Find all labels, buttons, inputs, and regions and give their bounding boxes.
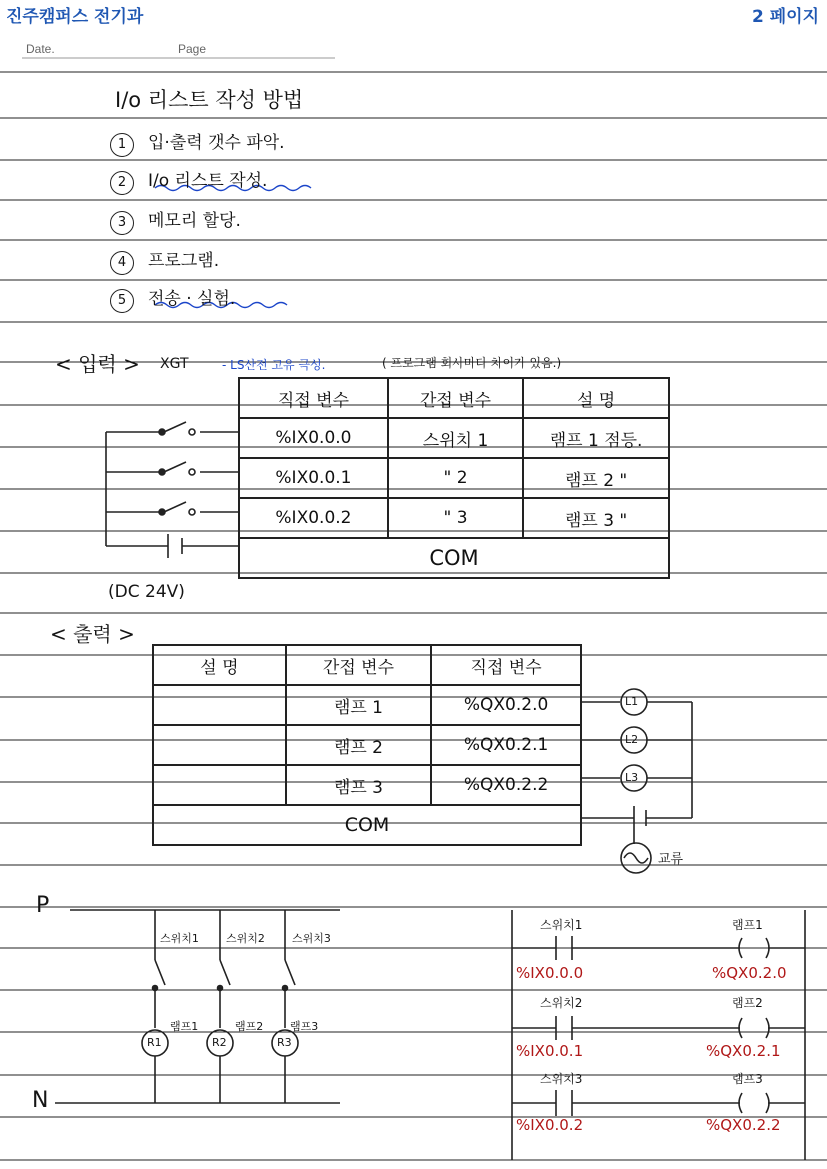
header-cell: 설 명: [523, 378, 669, 418]
com-cell: COM: [239, 538, 669, 578]
ladder-output-address: %QX0.2.1: [706, 1042, 781, 1060]
step-text: I/o 리스트 작성.: [148, 171, 268, 191]
step-number: 3: [110, 211, 134, 235]
ladder-coil-label: 램프2: [732, 996, 763, 1010]
step-text: 프로그램.: [148, 251, 220, 271]
p-terminal: P: [36, 893, 50, 918]
step-3: [110, 206, 241, 235]
table-cell: 램프 1: [286, 685, 431, 725]
ladder-input-address: %IX0.0.2: [516, 1116, 584, 1134]
ladder-contact-label: 스위치3: [540, 1072, 583, 1086]
table-cell: 램프 1 점등.: [523, 418, 669, 458]
table-cell: [153, 765, 286, 805]
n-terminal: N: [32, 1088, 49, 1113]
table-header-row: [239, 378, 669, 418]
date-label: Date.: [26, 42, 55, 56]
ladder-input-address: %IX0.0.1: [516, 1042, 584, 1060]
table-cell: " 3: [388, 498, 523, 538]
table-cell: %IX0.0.1: [239, 458, 388, 498]
lamp-r3: R3: [277, 1036, 292, 1049]
table-cell: %QX0.2.1: [431, 725, 581, 765]
table-cell: %IX0.0.2: [239, 498, 388, 538]
ladder-contact-label: 스위치1: [540, 918, 583, 932]
table-header-row: [153, 645, 581, 685]
header-cell: 간접 변수: [388, 378, 523, 418]
table-cell: [153, 685, 286, 725]
lamp-label: 램프3: [290, 1020, 319, 1033]
input-note-2: ( 프로그램 회사마다 차이가 있음.): [382, 356, 562, 370]
lamp-r2: R2: [212, 1036, 227, 1049]
table-cell: 램프 3: [286, 765, 431, 805]
page-number: 2 페이지: [751, 7, 819, 27]
table-cell: 램프 2: [286, 725, 431, 765]
table-cell: %QX0.2.0: [431, 685, 581, 725]
table-row: [239, 498, 669, 538]
switch-label: 스위치1: [160, 932, 199, 945]
step-number: 2: [110, 171, 134, 195]
ladder-output-address: %QX0.2.0: [712, 964, 787, 982]
header-cell: 설 명: [153, 645, 286, 685]
ladder-output-address: %QX0.2.2: [706, 1116, 781, 1134]
lamp-l1-label: L1: [625, 695, 639, 708]
step-2: [110, 166, 267, 195]
ladder-coil-label: 램프3: [732, 1072, 763, 1086]
input-io-table: [238, 377, 670, 579]
ac-label: 교류: [658, 852, 684, 867]
step-1: [110, 128, 285, 157]
step-text: 전송 · 실험.: [148, 289, 236, 309]
table-cell: 램프 2 ": [523, 458, 669, 498]
table-row: [239, 458, 669, 498]
power-label: (DC 24V): [108, 582, 185, 602]
table-cell: [153, 725, 286, 765]
lamp-label: 램프2: [235, 1020, 264, 1033]
input-label: < 입력 >: [55, 352, 140, 376]
section-title: I/o 리스트 작성 방법: [115, 88, 304, 112]
com-cell: COM: [153, 805, 581, 845]
table-row: [239, 538, 669, 578]
step-number: 4: [110, 251, 134, 275]
table-cell: 램프 3 ": [523, 498, 669, 538]
header-cell: 간접 변수: [286, 645, 431, 685]
lamp-label: 램프1: [170, 1020, 199, 1033]
header-cell: 직접 변수: [431, 645, 581, 685]
ladder-coil-label: 램프1: [732, 918, 763, 932]
page-label: Page: [178, 42, 207, 56]
header-cell: 직접 변수: [239, 378, 388, 418]
table-row: [153, 765, 581, 805]
input-note: - LS산전 고유 극성.: [222, 358, 326, 372]
lamp-l2-label: L2: [625, 733, 639, 746]
switch-label: 스위치2: [226, 932, 265, 945]
campus-title: 진주캠퍼스 전기과: [6, 7, 144, 27]
table-row: [153, 685, 581, 725]
table-cell: " 2: [388, 458, 523, 498]
table-row: [239, 418, 669, 458]
plc-model: XGT: [160, 356, 189, 372]
step-text: 메모리 할당.: [148, 211, 241, 231]
table-cell: %QX0.2.2: [431, 765, 581, 805]
output-io-table: [152, 644, 582, 846]
step-5: [110, 284, 235, 313]
step-4: [110, 246, 219, 275]
output-label: < 출력 >: [50, 622, 135, 646]
table-cell: 스위치 1: [388, 418, 523, 458]
lamp-r1: R1: [147, 1036, 162, 1049]
page-header: [0, 0, 827, 28]
step-number: 1: [110, 133, 134, 157]
lamp-l3-label: L3: [625, 771, 639, 784]
table-row: [153, 725, 581, 765]
ladder-input-address: %IX0.0.0: [516, 964, 584, 982]
step-number: 5: [110, 289, 134, 313]
table-cell: %IX0.0.0: [239, 418, 388, 458]
switch-label: 스위치3: [292, 932, 331, 945]
table-row: [153, 805, 581, 845]
ladder-contact-label: 스위치2: [540, 996, 583, 1010]
step-text: 입·출력 갯수 파악.: [148, 133, 285, 153]
